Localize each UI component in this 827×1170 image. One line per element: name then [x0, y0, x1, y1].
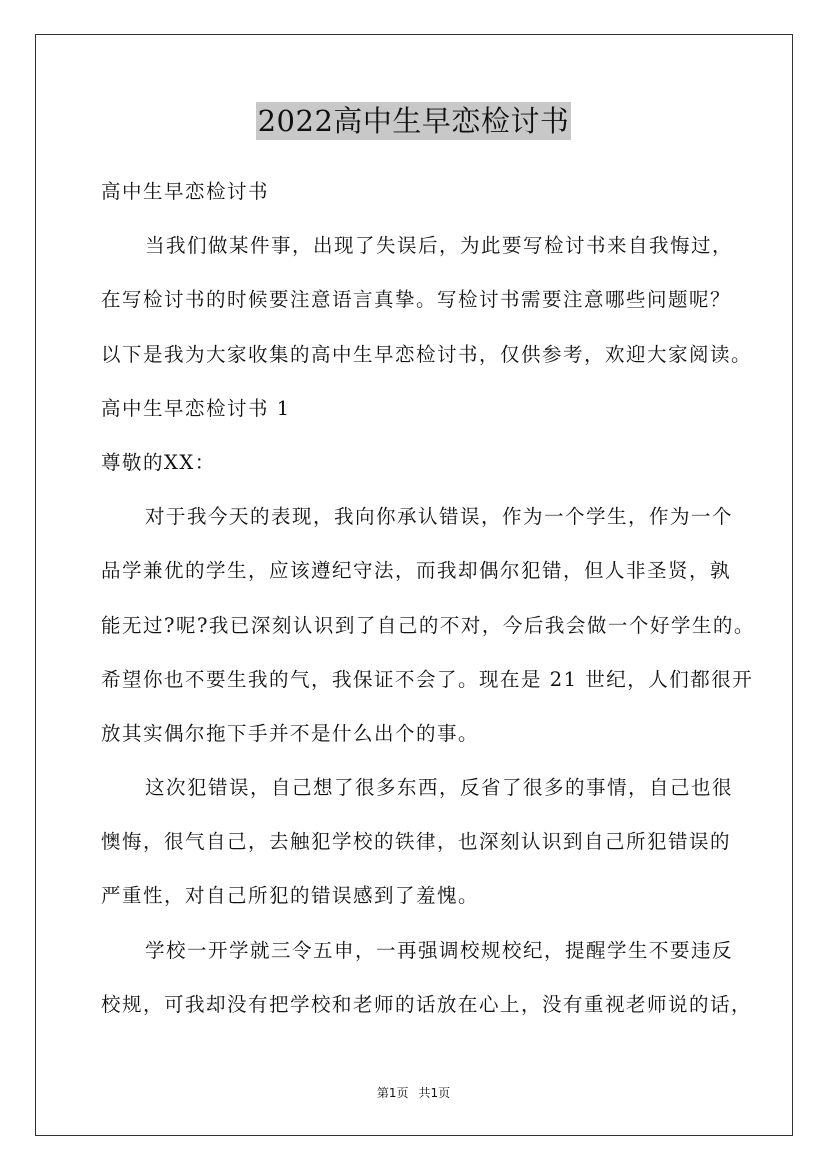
text-line: 学校一开学就三令五申，一再强调校规校纪，提醒学生不要违反 [145, 938, 734, 962]
text-line: 能无过?呢?我已深刻认识到了自己的不对，今后我会做一个好学生的。 [101, 613, 755, 637]
text-line: 这次犯错误，自己想了很多东西，反省了很多的事情，自己也很 [145, 776, 734, 800]
text-line: 对于我今天的表现，我向你承认错误，作为一个学生，作为一个 [145, 505, 734, 529]
text-line: 懊悔，很气自己，去触犯学校的铁律，也深刻认识到自己所犯错误的 [101, 830, 732, 854]
document-body [101, 170, 755, 1037]
document-title: 2022高中生早恋检讨书 [257, 104, 570, 138]
page-total: 共1页 [418, 1086, 451, 1100]
text-line: 希望你也不要生我的气，我保证不会了。现在是 21 世纪，人们都很开 [101, 667, 754, 691]
text-line: 校规，可我却没有把学校和老师的话放在心上，没有重视老师说的话， [101, 992, 753, 1016]
page-number: 第1页 [376, 1086, 409, 1100]
text-line: 品学兼优的学生，应该遵纪守法，而我却偶尔犯错，但人非圣贤，孰 [101, 559, 732, 583]
page-footer [0, 1084, 827, 1101]
text-line: 严重性，对自己所犯的错误感到了羞愧。 [101, 884, 480, 908]
title-container [0, 102, 827, 140]
text-line: 高中生早恋检讨书 1 [101, 396, 291, 420]
text-line: 尊敬的XX： [101, 450, 216, 474]
text-line: 高中生早恋检讨书 [101, 180, 270, 203]
text-line: 放其实偶尔拖下手并不是什么出个的事。 [101, 721, 480, 745]
text-line: 在写检讨书的时候要注意语言真挚。写检讨书需要注意哪些问题呢？ [101, 288, 732, 312]
text-line: 以下是我为大家收集的高中生早恋检讨书，仅供参考，欢迎大家阅读。 [101, 342, 753, 366]
text-line: 当我们做某件事，出现了失误后，为此要写检讨书来自我悔过， [145, 234, 734, 258]
